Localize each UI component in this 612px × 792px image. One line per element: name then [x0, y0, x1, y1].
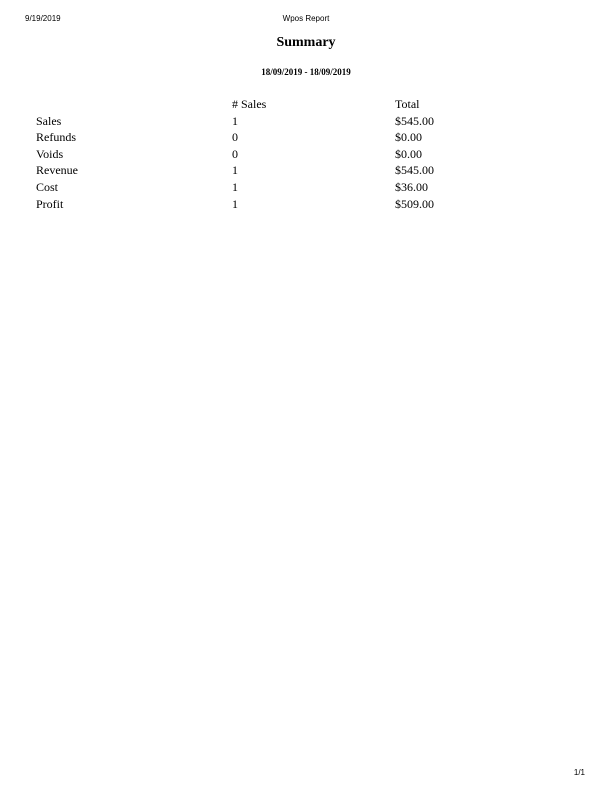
- row-total: $545.00: [395, 113, 434, 128]
- row-total: $545.00: [395, 163, 434, 178]
- row-sales-count: 1: [232, 179, 238, 194]
- print-header: [0, 14, 612, 26]
- table-row: [34, 196, 586, 213]
- column-header-sales-count: # Sales: [232, 97, 267, 111]
- row-sales-count: 1: [232, 163, 238, 178]
- row-sales-count: 1: [232, 113, 238, 128]
- print-date: 9/19/2019: [25, 14, 61, 23]
- row-label: Refunds: [36, 130, 76, 145]
- row-label: Voids: [36, 146, 64, 161]
- row-sales-count: 0: [232, 130, 238, 145]
- row-total: $0.00: [395, 146, 422, 161]
- row-label: Cost: [36, 179, 59, 194]
- row-total: $36.00: [395, 179, 428, 194]
- print-page-title: Wpos Report: [282, 14, 330, 23]
- table-row: [34, 146, 586, 163]
- row-label: Revenue: [36, 163, 78, 178]
- report-date-range: 18/09/2019 - 18/09/2019: [261, 67, 351, 77]
- row-sales-count: 1: [232, 196, 238, 211]
- table-row: [34, 129, 586, 146]
- table-row: [34, 162, 586, 179]
- page-number: 1/1: [573, 768, 585, 777]
- report-title: Summary: [276, 35, 336, 50]
- row-sales-count: 0: [232, 146, 238, 161]
- row-total: $0.00: [395, 130, 422, 145]
- row-label: Sales: [36, 113, 62, 128]
- row-label: Profit: [36, 196, 64, 211]
- column-header-label: [34, 96, 230, 113]
- table-row: [34, 113, 586, 130]
- summary-table: [34, 96, 586, 212]
- row-total: $509.00: [395, 196, 434, 211]
- table-row: [34, 179, 586, 196]
- column-header-total: Total: [395, 97, 420, 111]
- table-header-row: [34, 96, 586, 113]
